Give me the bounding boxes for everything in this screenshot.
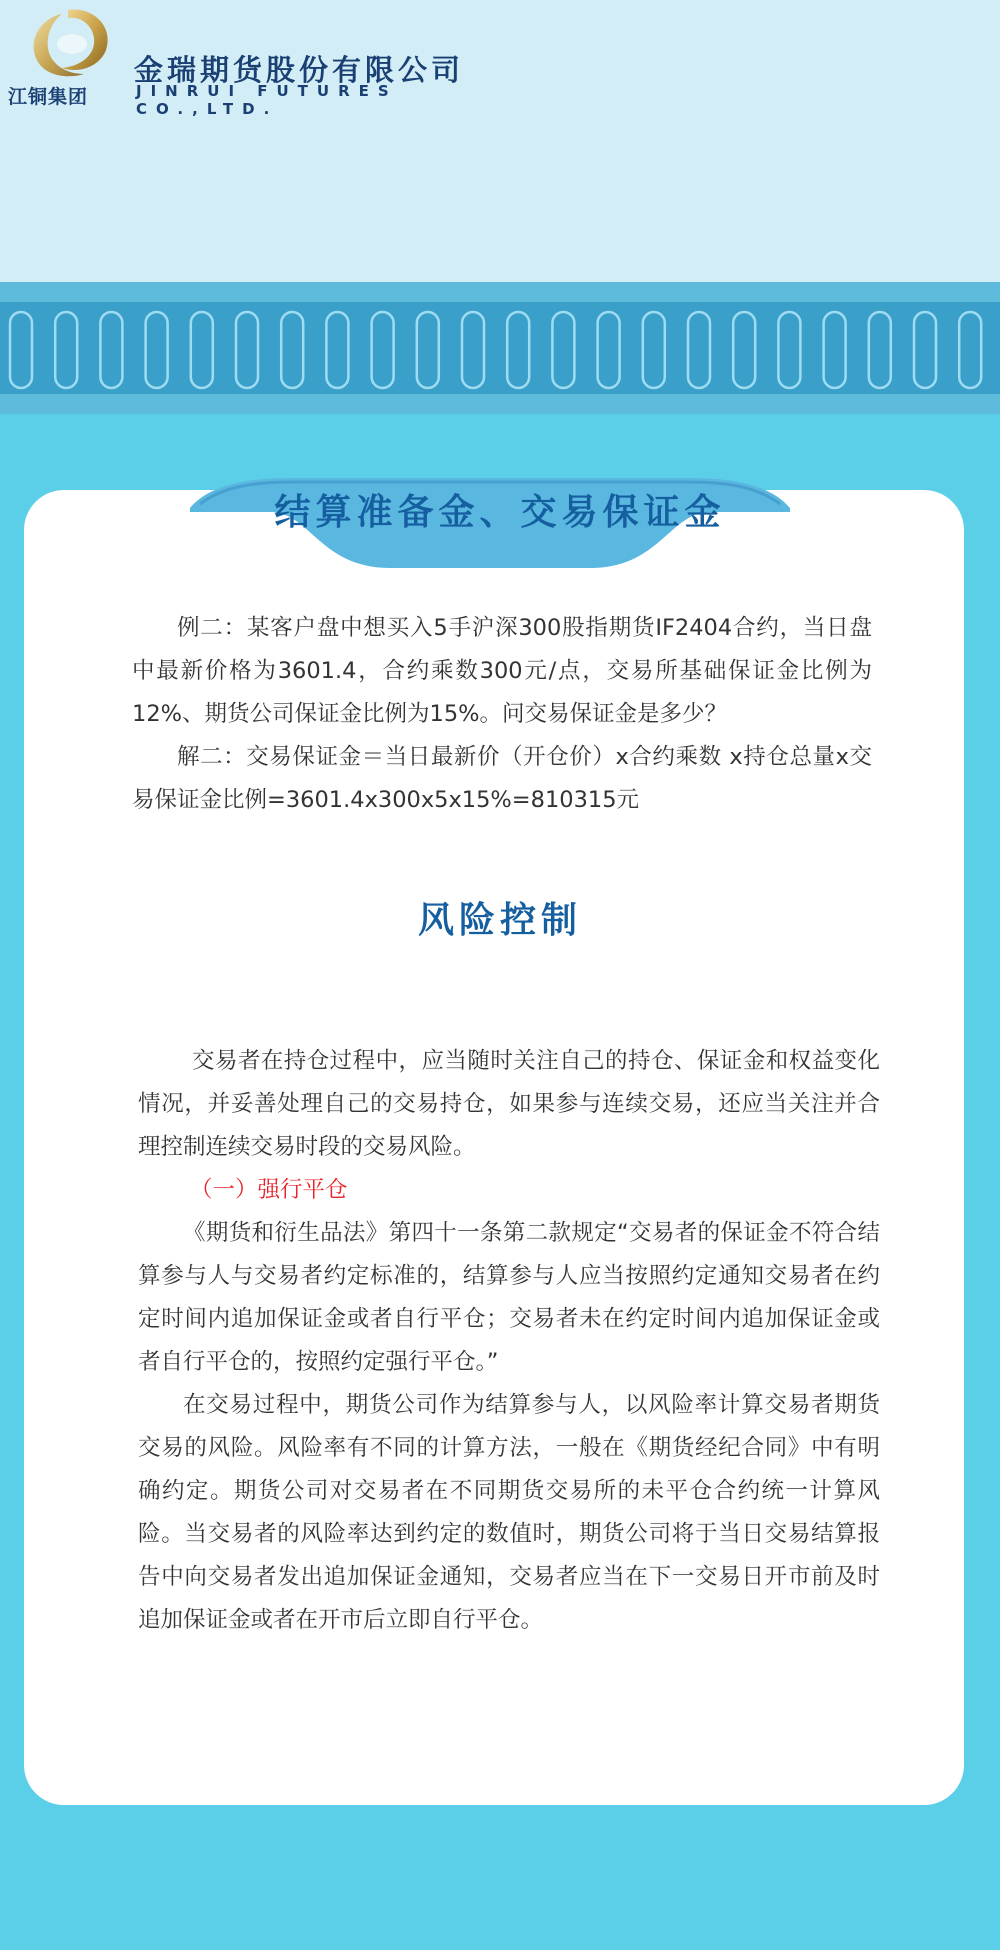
header-band — [0, 0, 1000, 282]
stripe-pill — [281, 312, 303, 388]
example-answer: 解二：交易保证金＝当日最新价（开仓价）x合约乘数 x持仓总量x交易保证金比例=3601.4x300x5x15%=810315元 — [132, 744, 872, 813]
stripe-pill — [10, 312, 32, 388]
stripe-pill — [824, 312, 846, 388]
stripe-pill — [236, 312, 258, 388]
company-name-en: JINRUI FUTURES CO.,LTD. — [136, 82, 398, 118]
section-title-margin: 结算准备金、交易保证金 — [274, 491, 726, 533]
stripe-pattern — [0, 308, 1000, 392]
stripe-edge-top — [0, 282, 1000, 302]
stripe-pill — [733, 312, 755, 388]
stripe-pill — [598, 312, 620, 388]
stripe-pill — [507, 312, 529, 388]
stripe-pill — [326, 312, 348, 388]
stripe-pill — [462, 312, 484, 388]
stripe-pill — [417, 312, 439, 388]
example-question: 例二：某客户盘中想买入5手沪深300股指期货IF2404合约，当日盘中最新价格为3601.4，合约乘数300元/点，交易所基础保证金比例为12%、期货公司保证金比例为15%。问交易保证金是多少？ — [132, 615, 872, 727]
stripe-pill — [372, 312, 394, 388]
stripe-pill — [552, 312, 574, 388]
stripe-pill — [914, 312, 936, 388]
group-name: 江铜集团 — [8, 86, 89, 108]
stripe-edge-bottom — [0, 394, 1000, 414]
risk-intro-paragraph: 交易者在持仓过程中，应当随时关注自己的持仓、保证金和权益变化情况，并妥善处理自己的交易持仓，如果参与连续交易，还应当关注并合理控制连续交易时段的交易风险。 — [138, 1048, 880, 1160]
stripe-pill — [55, 312, 77, 388]
law-quote-paragraph: 《期货和衍生品法》第四十一条第二款规定“交易者的保证金不符合结算参与人与交易者约定标准的，结算参与人应当按照约定通知交易者在约定时间内追加保证金或者自行平仓；交易者未在约定时间内追加保证金或者自行平仓的，按照约定强行平仓。” — [138, 1220, 880, 1375]
company-logo — [8, 4, 528, 118]
stripe-pill — [869, 312, 891, 388]
stripe-pill — [643, 312, 665, 388]
stripe-pill — [959, 312, 981, 388]
company-name-cn: 金瑞期货股份有限公司 — [134, 53, 465, 87]
stripe-pill — [778, 312, 800, 388]
stripe-pill — [191, 312, 213, 388]
jinrui-logo-icon — [22, 4, 114, 84]
risk-control-title: 风险控制 — [417, 899, 582, 941]
stripe-pill — [100, 312, 122, 388]
stripe-pill — [146, 312, 168, 388]
forced-liquidation-subheading: （一）强行平仓 — [190, 1177, 348, 1203]
risk-process-paragraph: 在交易过程中，期货公司作为结算参与人，以风险率计算交易者期货交易的风险。风险率有不同的计算方法，一般在《期货经纪合同》中有明确约定。期货公司对交易者在不同期货交易所的未平仓合约统一计算风险。当交易者的风险率达到约定的数值时，期货公司将于当日交易结算报告中向交易者发出追加保证金通知，交易者应当在下一交易日开市前及时追加保证金或者在开市后立即自行平仓。 — [138, 1392, 880, 1633]
decorative-stripe-band — [0, 282, 1000, 414]
stripe-pill — [688, 312, 710, 388]
